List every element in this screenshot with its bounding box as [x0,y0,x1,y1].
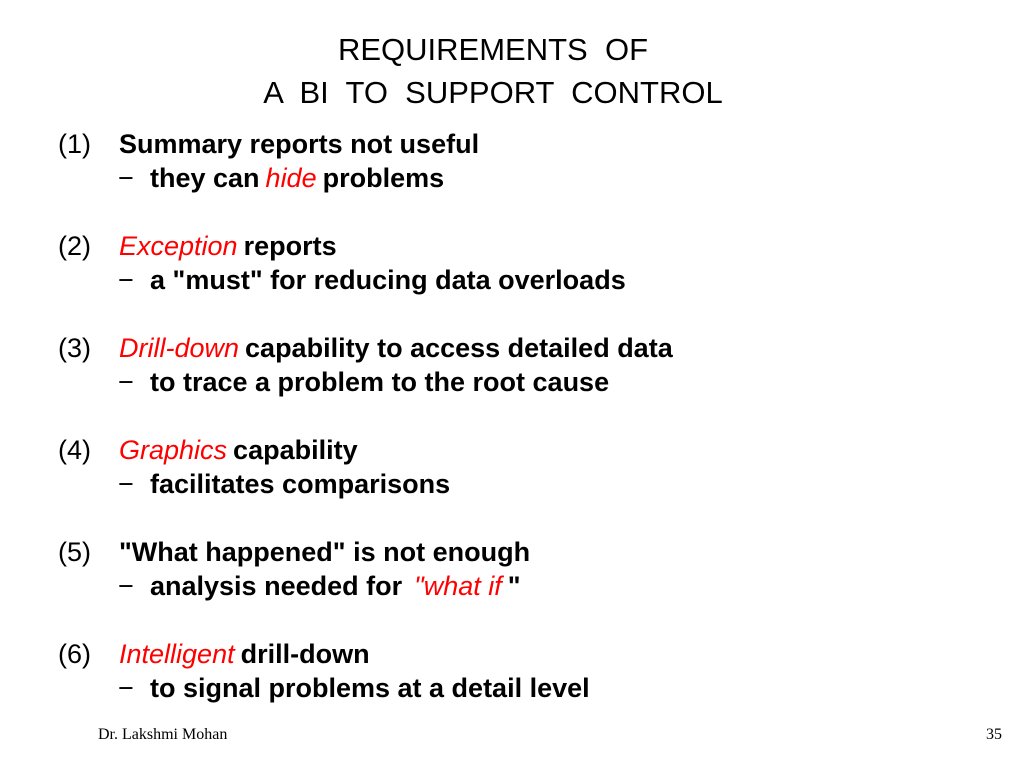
emphasis-text: what if [423,571,502,601]
title-line-2: A BI TO SUPPORT CONTROL [263,75,723,110]
item-subpoint [58,467,450,501]
item-number: (1) [58,129,91,159]
item-number: (4) [58,435,91,465]
dash-icon: − [118,571,134,601]
item-heading: Summary reports not useful [119,129,480,159]
item-subpoint [58,161,479,195]
item-number: (5) [58,537,91,567]
item-heading: capability to access detailed data [245,333,673,363]
quote-mark: " [507,571,521,601]
dash-icon: − [118,163,134,193]
item-heading: capability [233,435,358,465]
slide-title [0,28,986,114]
dash-icon: − [118,265,134,295]
title-line-1: REQUIREMENTS OF [337,32,648,67]
subpoint-text: problems [322,163,445,193]
subpoint-text: to signal problems at a detail level [150,673,590,703]
item-number: (6) [58,639,91,669]
item-heading: reports [243,231,337,261]
dash-icon: − [118,469,134,499]
list-item-2 [58,229,626,297]
subpoint-text: they can [150,163,260,193]
subpoint-text: facilitates comparisons [150,469,451,499]
item-number: (3) [58,333,91,363]
list-item-3 [58,331,673,399]
item-subpoint [58,671,590,705]
dash-icon: − [118,673,134,703]
list-item-4 [58,433,450,501]
page-number: 35 [986,726,1002,743]
item-number: (2) [58,231,91,261]
quote-mark: " [414,571,424,601]
subpoint-text: analysis needed for [150,571,403,601]
item-heading: "What happened" is not enough [119,537,531,567]
emphasis-text: Exception [119,231,238,261]
item-subpoint [58,263,626,297]
item-subpoint [58,569,530,603]
item-heading: drill-down [240,639,370,669]
list-item-6 [58,637,590,705]
footer-author: Dr. Lakshmi Mohan [98,726,228,743]
item-subpoint [58,365,673,399]
dash-icon: − [118,367,134,397]
emphasis-text: hide [265,163,317,193]
subpoint-text: to trace a problem to the root cause [150,367,610,397]
emphasis-text: Intelligent [119,639,235,669]
subpoint-text: a "must" for reducing data overloads [150,265,626,295]
emphasis-text: Drill-down [119,333,240,363]
list-item-1 [58,127,479,195]
list-item-5 [58,535,530,603]
emphasis-text: Graphics [119,435,228,465]
